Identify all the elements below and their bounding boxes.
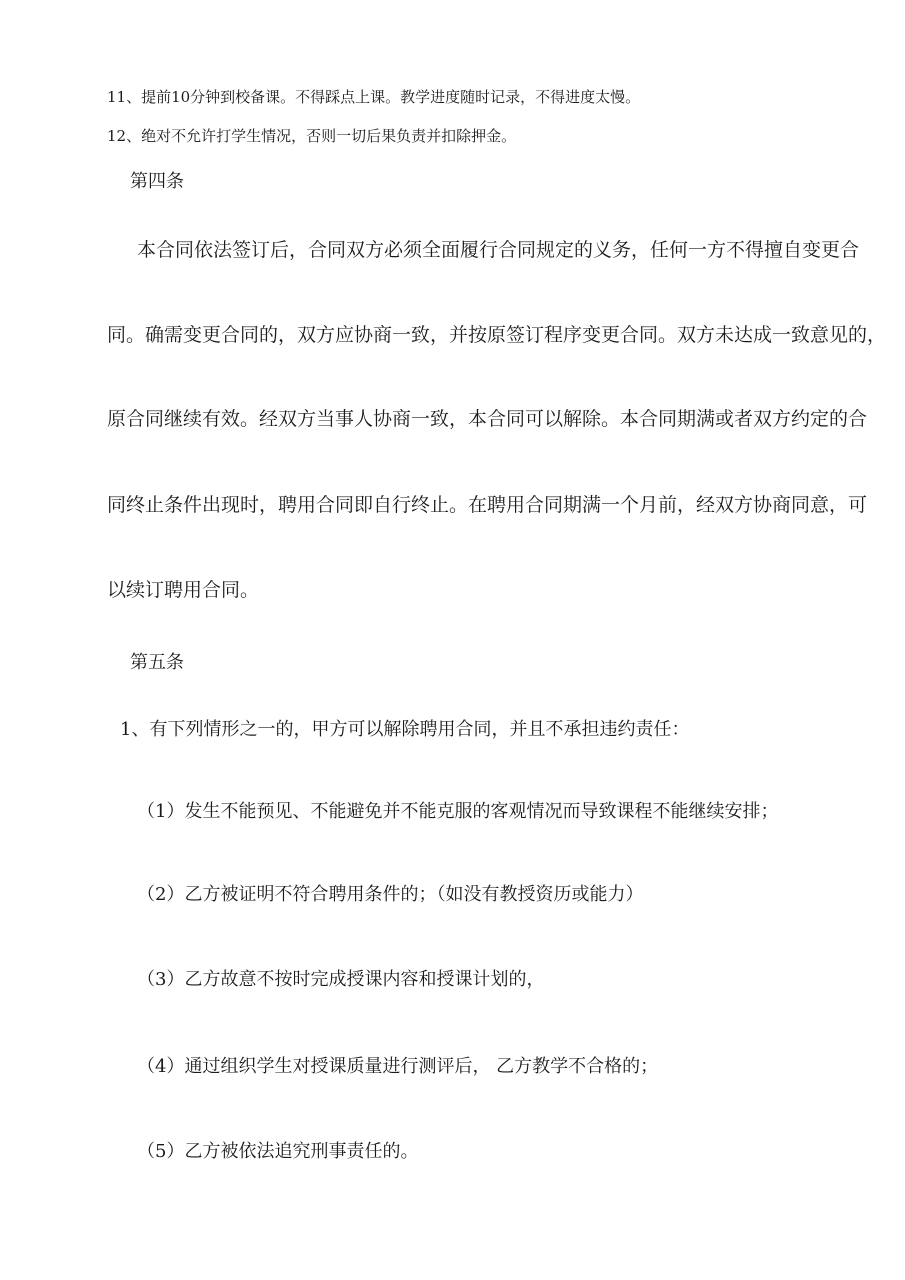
article-5-subitem-3: （3）乙方故意不按时完成授课内容和授课计划的， [137, 969, 545, 990]
article-4-line-2: 同。确需变更合同的，双方应协商一致，并按原签订程序变更合同。双方未达成一致意见的， [107, 324, 887, 346]
article-5-heading: 第五条 [130, 652, 184, 673]
list-item-11: 11、提前10分钟到校备课。不得踩点上课。教学进度随时记录，不得进度太慢。 [107, 88, 641, 106]
article-5-subitem-1: （1）发生不能预见、不能避免并不能克服的客观情况而导致课程不能继续安排； [137, 801, 779, 822]
article-4-heading: 第四条 [130, 171, 184, 192]
article-4-line-5: 以续订聘用合同。 [107, 579, 260, 601]
article-4-line-1: 本合同依法签订后，合同双方必须全面履行合同规定的义务，任何一方不得擅自变更合 [137, 239, 860, 261]
list-item-12: 12、绝对不允许打学生情况，否则一切后果负责并扣除押金。 [107, 127, 517, 145]
article-4-line-3: 原合同继续有效。经双方当事人协商一致，本合同可以解除。本合同期满或者双方约定的合 [107, 408, 868, 430]
article-5-subitem-5: （5）乙方被依法追究刑事责任的。 [137, 1141, 419, 1162]
article-4-line-4: 同终止条件出现时，聘用合同即自行终止。在聘用合同期满一个月前，经双方协商同意，可 [107, 494, 868, 516]
article-5-clause-1: 1、有下列情形之一的，甲方可以解除聘用合同，并且不承担违约责任： [120, 719, 690, 740]
article-5-subitem-4: （4）通过组织学生对授课质量进行测评后， 乙方教学不合格的； [137, 1056, 659, 1077]
article-5-subitem-2: （2）乙方被证明不符合聘用条件的；（如没有教授资历或能力） [137, 884, 644, 905]
